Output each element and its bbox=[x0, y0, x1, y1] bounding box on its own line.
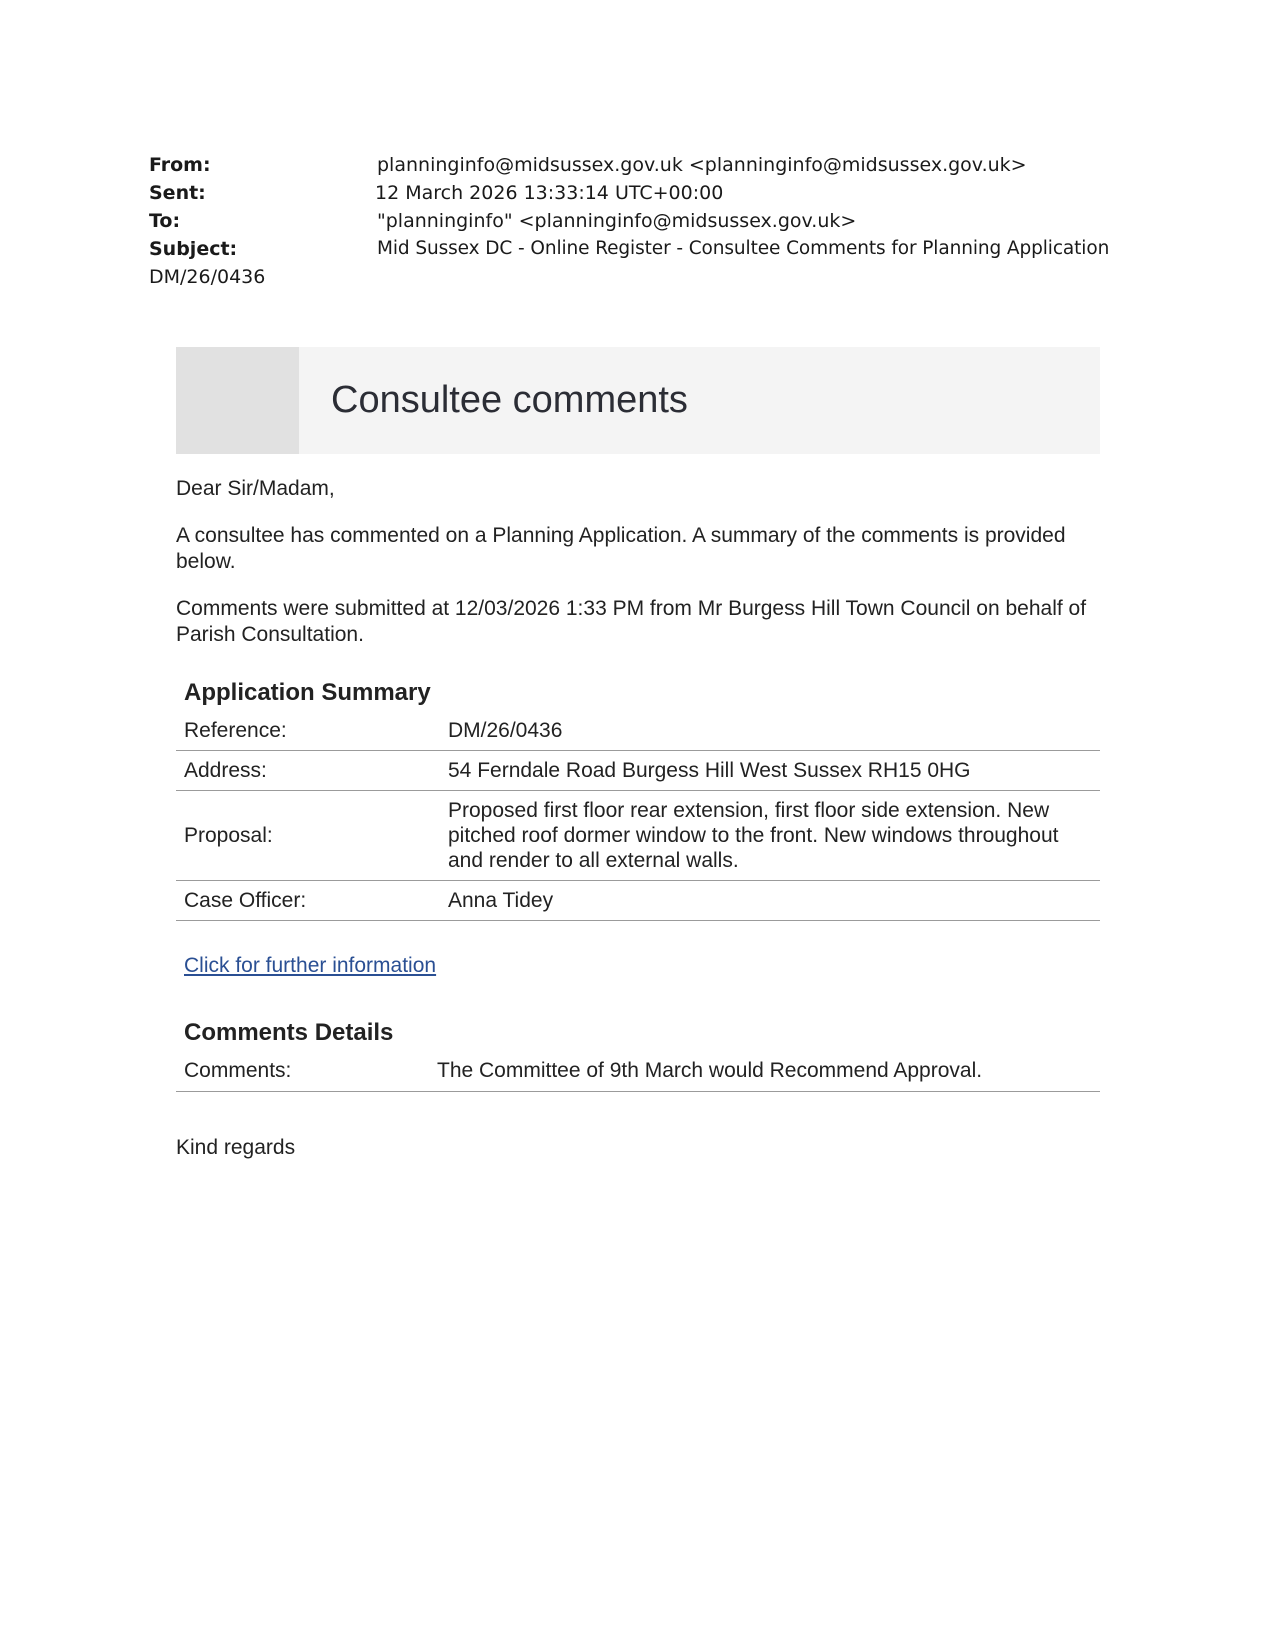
comments-table bbox=[176, 1056, 1100, 1092]
table-row bbox=[176, 716, 1100, 751]
address-value: 54 Ferndale Road Burgess Hill West Sussex RH15 0HG bbox=[440, 751, 1100, 791]
table-row bbox=[176, 1056, 1100, 1092]
subject-value-continuation: DM/26/0436 bbox=[149, 266, 266, 288]
intro-paragraph: A consultee has commented on a Planning Application. A summary of the comments is provided below. bbox=[176, 524, 1066, 573]
reference-label: Reference: bbox=[176, 716, 440, 751]
application-summary-table bbox=[176, 716, 1100, 921]
further-information-link[interactable]: Click for further information bbox=[184, 954, 437, 977]
from-value: planninginfo@midsussex.gov.uk <planninginfo@midsussex.gov.uk> bbox=[377, 154, 1027, 176]
to-value: "planninginfo" <planninginfo@midsussex.gov.uk> bbox=[377, 210, 857, 232]
table-row bbox=[176, 881, 1100, 921]
comments-value: The Committee of 9th March would Recommend Approval. bbox=[429, 1056, 1100, 1092]
to-label: To: bbox=[149, 210, 181, 232]
subject-value: Mid Sussex DC - Online Register - Consultee Comments for Planning Application bbox=[377, 238, 1110, 259]
email-header bbox=[149, 151, 1129, 291]
case-officer-label: Case Officer: bbox=[176, 881, 440, 921]
logo-placeholder bbox=[176, 347, 299, 454]
table-row bbox=[176, 751, 1100, 791]
sent-row bbox=[149, 179, 1129, 207]
subject-row bbox=[149, 235, 1129, 263]
closing-regards: Kind regards bbox=[176, 1136, 296, 1159]
application-summary-heading: Application Summary bbox=[184, 679, 431, 706]
reference-value: DM/26/0436 bbox=[440, 716, 1100, 751]
comments-label: Comments: bbox=[176, 1056, 429, 1092]
email-card bbox=[176, 347, 1100, 1161]
subject-continuation-row bbox=[149, 263, 1129, 291]
sent-value: 12 March 2026 13:33:14 UTC+00:00 bbox=[375, 182, 724, 204]
sent-label: Sent: bbox=[149, 182, 206, 204]
proposal-value: Proposed first floor rear extension, first floor side extension. New pitched roof dormer window to the front. New windows throughout and render to all external walls. bbox=[440, 791, 1100, 881]
from-label: From: bbox=[149, 154, 211, 176]
subject-label: Subject: bbox=[149, 238, 238, 260]
table-row bbox=[176, 791, 1100, 881]
greeting: Dear Sir/Madam, bbox=[176, 477, 335, 500]
proposal-label: Proposal: bbox=[176, 791, 440, 881]
banner-title-box bbox=[299, 347, 1100, 454]
to-row bbox=[149, 207, 1129, 235]
banner bbox=[176, 347, 1100, 454]
from-row bbox=[149, 151, 1129, 179]
submitted-paragraph: Comments were submitted at 12/03/2026 1:33 PM from Mr Burgess Hill Town Council on behalf of Parish Consultation. bbox=[176, 597, 1087, 646]
comments-details-heading: Comments Details bbox=[184, 1019, 394, 1046]
banner-title: Consultee comments bbox=[331, 379, 688, 421]
address-label: Address: bbox=[176, 751, 440, 791]
case-officer-value: Anna Tidey bbox=[440, 881, 1100, 921]
